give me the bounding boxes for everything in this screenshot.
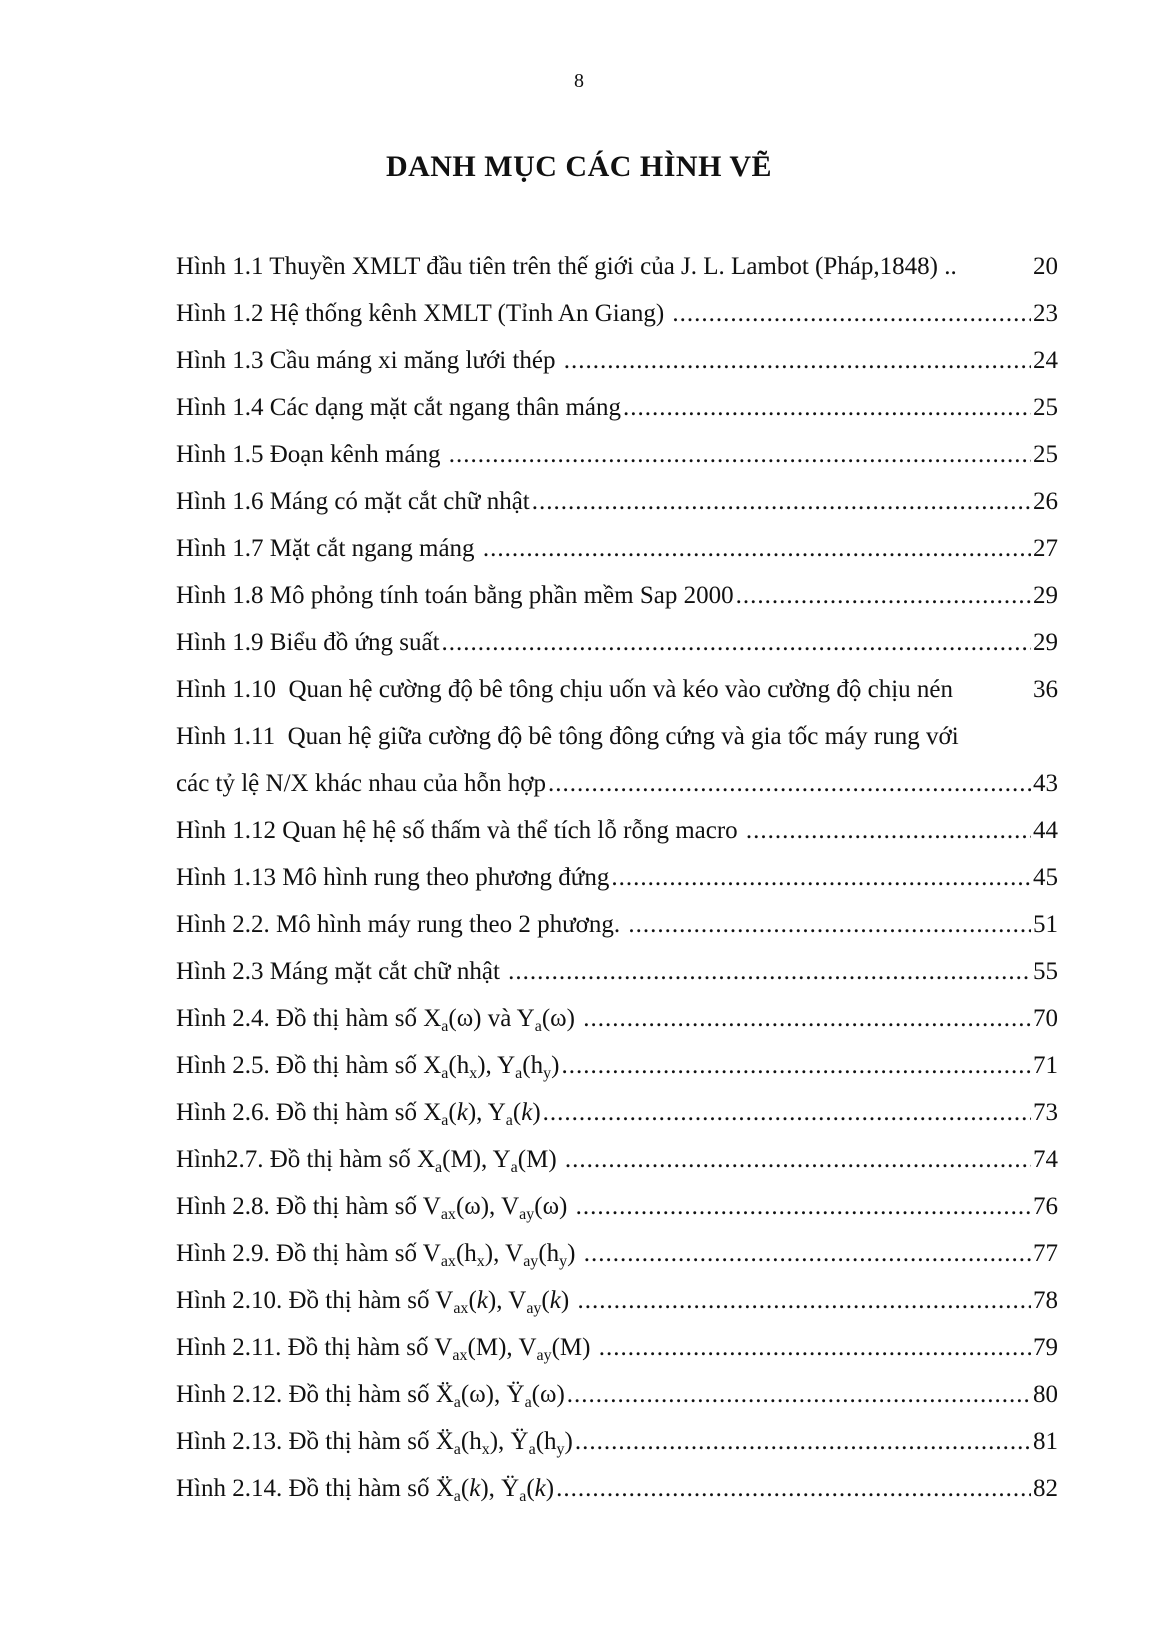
leader-dots bbox=[543, 1089, 1031, 1136]
entry-label bbox=[176, 995, 581, 1042]
label-text: ) bbox=[545, 1475, 555, 1502]
toc-entry bbox=[176, 713, 1058, 760]
label-text: Hình 2.9. Đồ thị hàm số V bbox=[176, 1240, 441, 1267]
entry-page-number: 44 bbox=[1033, 817, 1058, 844]
entry-label bbox=[176, 337, 562, 384]
label-text: Hình 2.14. Đồ thị hàm số Ẍ bbox=[176, 1475, 454, 1502]
leader-dots bbox=[576, 1183, 1031, 1230]
entry-page-number: 79 bbox=[1033, 1334, 1058, 1361]
toc-entry bbox=[176, 995, 1058, 1042]
entry-label bbox=[176, 807, 744, 854]
label-text: ) bbox=[551, 1052, 560, 1079]
label-text: (M) bbox=[551, 1334, 597, 1361]
leader-dots bbox=[565, 1136, 1031, 1183]
leader-dots bbox=[628, 901, 1031, 948]
toc-entry bbox=[176, 1136, 1058, 1183]
entry-label bbox=[176, 1042, 559, 1089]
label-text: (ω) bbox=[541, 1005, 582, 1032]
leader-dots bbox=[672, 290, 1031, 337]
toc-entry bbox=[176, 572, 1058, 619]
entry-page-number: 25 bbox=[1033, 441, 1058, 468]
leader-dots bbox=[611, 854, 1031, 901]
label-text: Hình 1.2 Hệ thống kênh XMLT (Tỉnh An Giang) bbox=[176, 300, 671, 327]
entry-page-number: 25 bbox=[1033, 394, 1058, 421]
entry-label bbox=[176, 384, 621, 431]
entry-label bbox=[176, 713, 959, 760]
toc-entry bbox=[176, 1465, 1058, 1512]
toc-entry bbox=[176, 478, 1058, 525]
toc-entry bbox=[176, 1042, 1058, 1089]
label-text: Hình 1.10 Quan hệ cường độ bê tông chịu uốn và kéo vào cường độ chịu nén bbox=[176, 676, 960, 703]
label-text: ) bbox=[567, 1240, 582, 1267]
subscript: a bbox=[441, 1112, 449, 1129]
entry-page-number: 20 bbox=[1033, 253, 1058, 280]
italic-var: k bbox=[456, 1099, 468, 1126]
subscript: x bbox=[469, 1065, 478, 1082]
label-text: (ω) bbox=[534, 1193, 574, 1220]
italic-var: k bbox=[469, 1475, 481, 1502]
leader-dots bbox=[532, 478, 1031, 525]
label-text: Hình 2.6. Đồ thị hàm số X bbox=[176, 1099, 442, 1126]
entry-label bbox=[176, 431, 447, 478]
label-text: ), V bbox=[487, 1287, 527, 1314]
subscript: a bbox=[524, 1394, 532, 1411]
entry-page-number: 55 bbox=[1033, 958, 1058, 985]
subscript: ay bbox=[536, 1347, 552, 1364]
label-text: (h bbox=[538, 1240, 560, 1267]
entry-page-number: 36 bbox=[1033, 676, 1058, 703]
entry-page-number: 71 bbox=[1033, 1052, 1058, 1079]
label-text: ), Y bbox=[467, 1099, 506, 1126]
label-text: Hình 1.3 Cầu máng xi măng lưới thép bbox=[176, 347, 562, 374]
entry-page-number: 70 bbox=[1033, 1005, 1058, 1032]
toc-entry bbox=[176, 901, 1058, 948]
entry-label bbox=[176, 525, 481, 572]
label-text: Hình2.7. Đồ thị hàm số X bbox=[176, 1146, 436, 1173]
toc-entry bbox=[176, 807, 1058, 854]
leader-dots bbox=[449, 431, 1031, 478]
label-text: Hình 2.2. Mô hình máy rung theo 2 phương. bbox=[176, 911, 627, 938]
label-text: Hình 2.4. Đồ thị hàm số X bbox=[176, 1005, 442, 1032]
label-text: Hình 1.7 Mặt cắt ngang máng bbox=[176, 535, 481, 562]
toc-entry bbox=[176, 1418, 1058, 1465]
label-text: ( bbox=[448, 1099, 457, 1126]
label-text: các tỷ lệ N/X khác nhau của hỗn hợp bbox=[176, 770, 547, 797]
entry-label bbox=[176, 478, 530, 525]
leader-dots bbox=[584, 1230, 1031, 1277]
italic-var: k bbox=[549, 1287, 561, 1314]
toc-entry bbox=[176, 666, 1058, 713]
leader-dots bbox=[442, 619, 1031, 666]
leader-dots bbox=[508, 948, 1031, 995]
label-text: Hình 1.8 Mô phỏng tính toán bằng phần mềm Sap 2000 bbox=[176, 582, 734, 609]
entry-page-number: 51 bbox=[1033, 911, 1058, 938]
figure-list bbox=[176, 243, 1058, 1512]
label-text: ) bbox=[532, 1099, 541, 1126]
toc-entry bbox=[176, 760, 1058, 807]
label-text: ) bbox=[564, 1428, 573, 1455]
toc-entry bbox=[176, 384, 1058, 431]
entry-page-number: 74 bbox=[1033, 1146, 1058, 1173]
subscript: ax bbox=[452, 1347, 468, 1364]
entry-page-number: 27 bbox=[1033, 535, 1058, 562]
subscript: y bbox=[559, 1253, 568, 1270]
label-text: Hình 2.10. Đồ thị hàm số V bbox=[176, 1287, 454, 1314]
entry-page-number: 45 bbox=[1033, 864, 1058, 891]
entry-label bbox=[176, 901, 626, 948]
label-text: (M), Y bbox=[442, 1146, 511, 1173]
entry-page-number: 77 bbox=[1033, 1240, 1058, 1267]
label-text: ), Ÿ bbox=[489, 1428, 529, 1455]
label-text: Hình 1.11 Quan hệ giữa cường độ bê tông đông cứng và gia tốc máy rung với bbox=[176, 723, 959, 750]
subscript: ax bbox=[440, 1206, 456, 1223]
leader-dots bbox=[548, 760, 1031, 807]
label-text: Hình 2.3 Máng mặt cắt chữ nhật bbox=[176, 958, 507, 985]
label-text: ( bbox=[468, 1287, 477, 1314]
label-text: ( bbox=[512, 1099, 522, 1126]
label-text: ), Y bbox=[477, 1052, 516, 1079]
label-text: (M), V bbox=[467, 1334, 537, 1361]
toc-entry bbox=[176, 619, 1058, 666]
toc-entry bbox=[176, 1324, 1058, 1371]
toc-entry bbox=[176, 243, 1058, 290]
label-text: Hình 1.4 Các dạng mặt cắt ngang thân máng bbox=[176, 394, 622, 421]
label-text: (ω), Ÿ bbox=[460, 1381, 525, 1408]
leader-dots bbox=[623, 384, 1031, 431]
subscript: a bbox=[534, 1018, 542, 1035]
entry-page-number: 43 bbox=[1033, 770, 1058, 797]
subscript: a bbox=[435, 1159, 443, 1176]
label-text: Hình 2.5. Đồ thị hàm số X bbox=[176, 1052, 442, 1079]
leader-dots bbox=[577, 1277, 1031, 1324]
entry-page-number: 76 bbox=[1033, 1193, 1058, 1220]
subscript: ay bbox=[523, 1253, 539, 1270]
label-text: (ω) bbox=[531, 1381, 565, 1408]
leader-dots bbox=[575, 1418, 1031, 1465]
entry-page-number: 29 bbox=[1033, 582, 1058, 609]
label-text: (ω), V bbox=[455, 1193, 520, 1220]
subscript: a bbox=[441, 1065, 449, 1082]
label-text: (M) bbox=[517, 1146, 563, 1173]
entry-label bbox=[176, 572, 734, 619]
label-text: (h bbox=[522, 1052, 544, 1079]
italic-var: k bbox=[476, 1287, 488, 1314]
subscript: a bbox=[453, 1441, 461, 1458]
italic-var: k bbox=[521, 1099, 533, 1126]
label-text: Hình 1.13 Mô hình rung theo phương đứng bbox=[176, 864, 610, 891]
entry-label bbox=[176, 666, 959, 713]
leader-dots bbox=[746, 807, 1031, 854]
subscript: a bbox=[515, 1065, 523, 1082]
subscript: ay bbox=[526, 1300, 542, 1317]
subscript: x bbox=[481, 1441, 490, 1458]
label-text: Hình 1.5 Đoạn kênh máng bbox=[176, 441, 447, 468]
leader-dots bbox=[483, 525, 1031, 572]
toc-entry bbox=[176, 431, 1058, 478]
entry-label bbox=[176, 290, 670, 337]
toc-entry bbox=[176, 525, 1058, 572]
label-text: Hình 2.13. Đồ thị hàm số Ẍ bbox=[176, 1428, 454, 1455]
entry-page-number: 23 bbox=[1033, 300, 1058, 327]
label-text: Hình 2.11. Đồ thị hàm số V bbox=[176, 1334, 453, 1361]
entry-page-number: 78 bbox=[1033, 1287, 1058, 1314]
page-number: 8 bbox=[574, 70, 584, 92]
entry-page-number: 82 bbox=[1033, 1475, 1058, 1502]
leader-dots bbox=[736, 572, 1031, 619]
entry-label bbox=[176, 1418, 573, 1465]
label-text: ( bbox=[526, 1475, 535, 1502]
label-text: ), V bbox=[484, 1240, 524, 1267]
subscript: ax bbox=[440, 1253, 456, 1270]
leader-dots bbox=[556, 1465, 1031, 1512]
subscript: y bbox=[556, 1441, 565, 1458]
subscript: ay bbox=[519, 1206, 535, 1223]
entry-label bbox=[176, 1089, 541, 1136]
italic-var: k bbox=[534, 1475, 546, 1502]
entry-label bbox=[176, 1183, 574, 1230]
subscript: a bbox=[453, 1394, 461, 1411]
label-text: Hình 1.6 Máng có mặt cắt chữ nhật bbox=[176, 488, 530, 515]
toc-entry bbox=[176, 1089, 1058, 1136]
entry-label bbox=[176, 948, 506, 995]
toc-entry bbox=[176, 290, 1058, 337]
subscript: x bbox=[476, 1253, 485, 1270]
label-text: ) bbox=[560, 1287, 576, 1314]
label-text: Hình 2.12. Đồ thị hàm số Ẍ bbox=[176, 1381, 454, 1408]
entry-label bbox=[176, 1324, 597, 1371]
subscript: a bbox=[510, 1159, 518, 1176]
toc-entry bbox=[176, 1277, 1058, 1324]
entry-label bbox=[176, 1371, 565, 1418]
label-text: Hình 1.9 Biểu đồ ứng suất bbox=[176, 629, 440, 656]
entry-label bbox=[176, 619, 440, 666]
toc-entry bbox=[176, 1230, 1058, 1277]
subscript: a bbox=[453, 1488, 461, 1505]
leader-dots bbox=[561, 1042, 1031, 1089]
label-text: ), Ÿ bbox=[480, 1475, 520, 1502]
label-text: (ω) và Y bbox=[448, 1005, 535, 1032]
entry-label bbox=[176, 1230, 582, 1277]
entry-label bbox=[176, 1465, 554, 1512]
label-text: ( bbox=[541, 1287, 550, 1314]
subscript: a bbox=[528, 1441, 536, 1458]
entry-label bbox=[176, 1277, 575, 1324]
subscript: ax bbox=[453, 1300, 469, 1317]
entry-page-number: 73 bbox=[1033, 1099, 1058, 1126]
label-text: ( bbox=[460, 1475, 470, 1502]
entry-page-number: 29 bbox=[1033, 629, 1058, 656]
entry-label bbox=[176, 243, 957, 290]
page-title: DANH MỤC CÁC HÌNH VẼ bbox=[385, 150, 773, 183]
leader-dots bbox=[599, 1324, 1031, 1371]
toc-entry bbox=[176, 1371, 1058, 1418]
entry-label bbox=[176, 1136, 563, 1183]
leader-dots bbox=[567, 1371, 1031, 1418]
entry-page-number: 26 bbox=[1033, 488, 1058, 515]
subscript: a bbox=[505, 1112, 513, 1129]
entry-label bbox=[176, 854, 609, 901]
label-text: (h bbox=[460, 1428, 482, 1455]
leader-dots bbox=[564, 337, 1031, 384]
toc-entry bbox=[176, 948, 1058, 995]
toc-entry bbox=[176, 854, 1058, 901]
subscript: y bbox=[543, 1065, 552, 1082]
entry-label bbox=[176, 760, 546, 807]
entry-page-number: 80 bbox=[1033, 1381, 1058, 1408]
subscript: a bbox=[441, 1018, 449, 1035]
label-text: (h bbox=[535, 1428, 557, 1455]
label-text: Hình 1.1 Thuyền XMLT đầu tiên trên thế giới của J. L. Lambot (Pháp,1848) .. bbox=[176, 253, 957, 280]
label-text: (h bbox=[455, 1240, 477, 1267]
label-text: Hình 2.8. Đồ thị hàm số V bbox=[176, 1193, 441, 1220]
toc-entry bbox=[176, 1183, 1058, 1230]
subscript: a bbox=[519, 1488, 527, 1505]
leader-dots bbox=[583, 995, 1031, 1042]
toc-entry bbox=[176, 337, 1058, 384]
entry-page-number: 24 bbox=[1033, 347, 1058, 374]
entry-page-number: 81 bbox=[1033, 1428, 1058, 1455]
label-text: (h bbox=[448, 1052, 470, 1079]
label-text: Hình 1.12 Quan hệ hệ số thấm và thể tích lỗ rỗng macro bbox=[176, 817, 744, 844]
